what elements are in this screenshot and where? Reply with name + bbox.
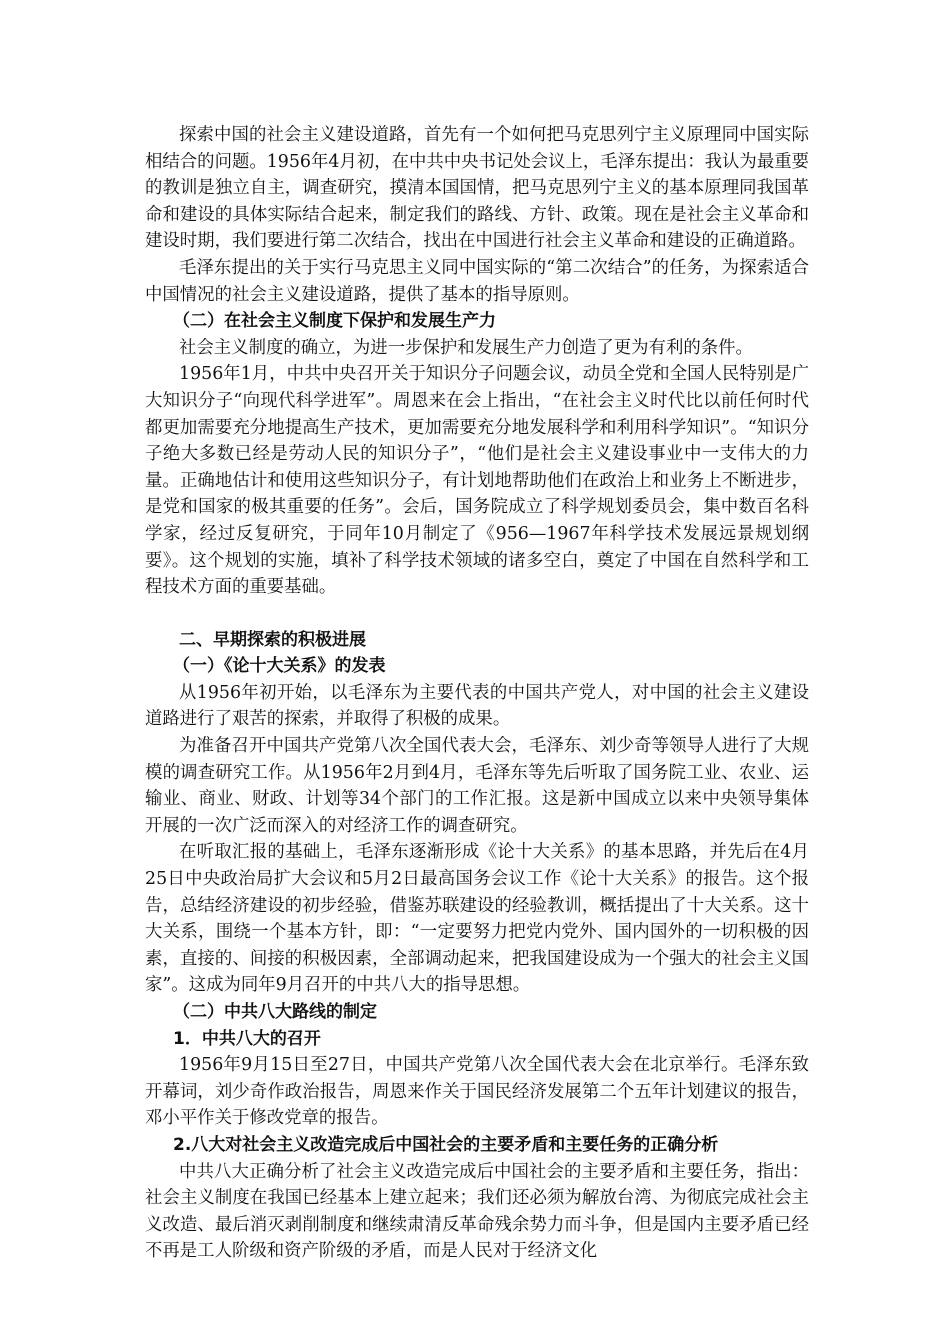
paragraph: 为准备召开中国共产党第八次全国代表大会，毛泽东、刘少奇等领导人进行了大规模的调查研究工作。从1956年2月到4月，毛泽东等先后听取了国务院工业、农业、运输业、商业、财政、计划等34个部门的工作汇报。这是新中国成立以来中央领导集体开展的一次广泛而深入的对经济工作的调查研究。: [145, 736, 809, 836]
chapter-heading: 二、早期探索的积极进展: [179, 629, 366, 650]
paragraph: 从1956年初开始，以毛泽东为主要代表的中国共产党人，对中国的社会主义建设道路进行了艰苦的探索，并取得了积极的成果。: [145, 682, 809, 730]
subsection-heading: 2.八大对社会主义改造完成后中国社会的主要矛盾和主要任务的正确分析: [173, 1134, 719, 1155]
paragraph: 1956年9月15日至27日，中国共产党第八次全国代表大会在北京举行。毛泽东致开幕词，刘少奇作政治报告，周恩来作关于国民经济发展第二个五年计划建议的报告，邓小平作关于修改党章的报告。: [145, 1055, 809, 1129]
paragraph: 在听取汇报的基础上，毛泽东逐渐形成《论十大关系》的基本思路，并先后在4月25日中央政治局扩大会议和5月2日最高国务会议工作《论十大关系》的报告。这个报告，总结经济建设的初步经验，借鉴苏联建设的经验教训，概括提出了十大关系。这十大关系，围绕一个基本方针，即：“一定要努力把党内党外、国内国外的一切积极的因素，直接的、间接的积极因素，全部调动起来，把我国建设成为一个强大的社会主义国家”。这成为同年9月召开的中共八大的指导思想。: [145, 842, 809, 996]
subsection-heading: 1．中共八大的召开: [173, 1028, 321, 1049]
paragraph: 1956年1月，中共中央召开关于知识分子问题会议，动员全党和全国人民特别是广大知识分子“向现代科学进军”。周恩来在会上指出，“在社会主义时代比以前任何时代都更加需要充分地提高生产技术，更加需要充分地发展科学和利用科学知识”。“知识分子绝大多数已经是劳动人民的知识分子”，“他们是社会主义建设事业中一支伟大的力量。正确地估计和使用这些知识分子，有计划地帮助他们在政治上和业务上不断进步，是党和国家的极其重要的任务”。会后，国务院成立了科学规划委员会，集中数百名科学家，经过反复研究，于同年10月制定了《956—1967年科学技术发展远景规划纲要》。这个规划的实施，填补了科学技术领域的诸多空白，奠定了中国在自然科学和工程技术方面的重要基础。: [145, 364, 809, 598]
paragraph: 社会主义制度的确立，为进一步保护和发展生产力创造了更为有利的条件。: [179, 337, 753, 358]
section-heading: （二）中共八大路线的制定: [173, 1002, 377, 1022]
paragraph: 中共八大正确分析了社会主义改造完成后中国社会的主要矛盾和主要任务，指出：社会主义制度在我国已经基本上建立起来；我们还必须为解放台湾、为彻底完成社会主义改造、最后消灭剥削制度和继续肃清反革命残余势力而斗争，但是国内主要矛盾已经不再是工人阶级和资产阶级的矛盾，而是人民对于经济文化: [145, 1161, 809, 1262]
section-heading: （一）《论十大关系》的发表: [173, 656, 386, 677]
paragraph: 毛泽东提出的关于实行马克思主义同中国实际的“第二次结合”的任务，为探索适合中国情况的社会主义建设道路，提供了基本的指导原则。: [145, 257, 809, 305]
document-body: [145, 122, 809, 1265]
paragraph: 探索中国的社会主义建设道路，首先有一个如何把马克思列宁主义原理同中国实际相结合的问题。1956年4月初，在中共中央书记处会议上，毛泽东提出：我认为最重要的教训是独立自主，调查研究，摸清本国国情，把马克思列宁主义的基本原理同我国革命和建设的具体实际结合起来，制定我们的路线、方针、政策。现在是社会主义革命和建设时期，我们要进行第二次结合，找出在中国进行社会主义革命和建设的正确道路。: [145, 125, 809, 252]
section-heading: （二）在社会主义制度下保护和发展生产力: [173, 311, 496, 332]
